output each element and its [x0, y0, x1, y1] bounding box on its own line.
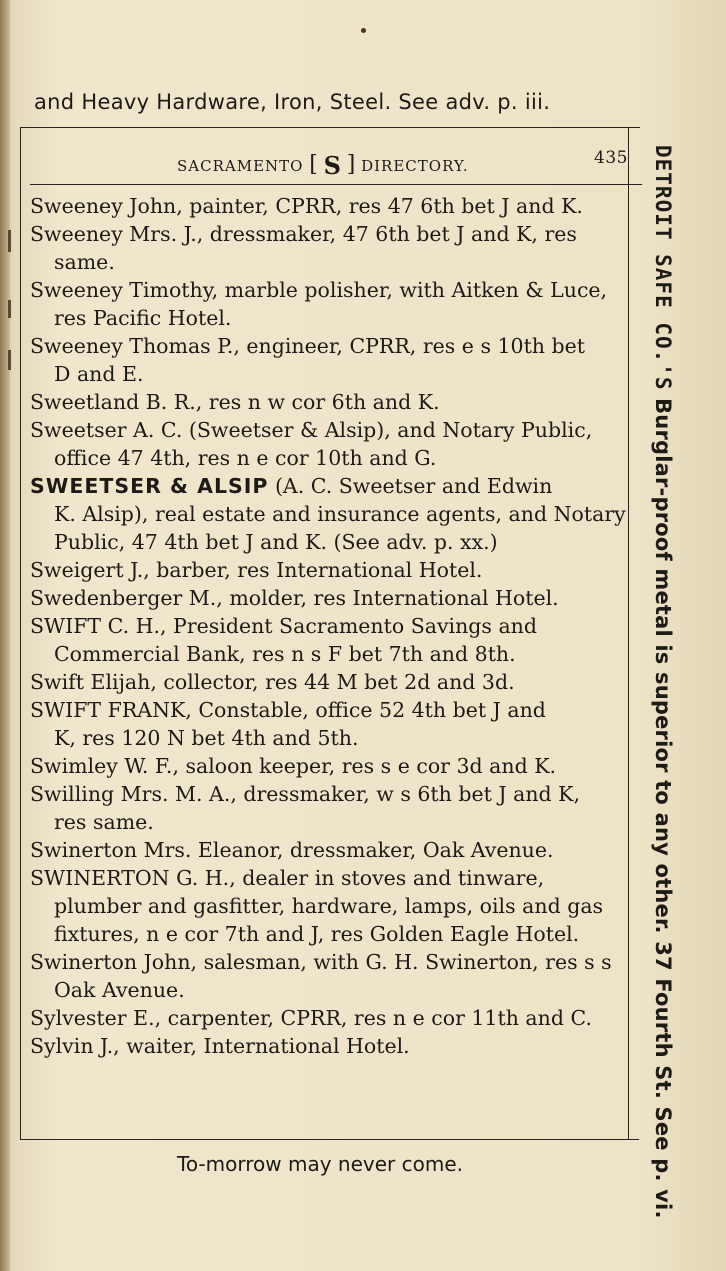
- side-advertisement-text: [638, 145, 688, 1219]
- entry-line: Sweetland B. R., res n w cor 6th and K.: [30, 390, 440, 414]
- entry-line: Commercial Bank, res n s F bet 7th and 8th.: [54, 642, 516, 666]
- footer-motto: To-morrow may never come.: [177, 1152, 463, 1176]
- entry-line: Sylvester E., carpenter, CPRR, res n e cor 11th and C.: [30, 1006, 592, 1030]
- header-city: SACRAMENTO: [177, 157, 304, 175]
- entry-line: office 47 4th, res n e cor 10th and G.: [54, 446, 437, 470]
- entry-text: (A. C. Sweetser and Edwin: [268, 474, 553, 498]
- side-advertisement: [638, 145, 688, 1219]
- entry-line: Swift Elijah, collector, res 44 M bet 2d and 3d.: [30, 670, 515, 694]
- entry-line: Swedenberger M., molder, res International Hotel.: [30, 586, 559, 610]
- entry-line: Oak Avenue.: [54, 978, 185, 1002]
- entry-line: Swimley W. F., saloon keeper, res s e cor 3d and K.: [30, 754, 557, 778]
- entry-line: Swinerton John, salesman, with G. H. Swinerton, res s s: [30, 950, 612, 974]
- entry-line: res Pacific Hotel.: [54, 306, 232, 330]
- directory-entry: [30, 612, 634, 668]
- header-bracket-close: ]: [346, 152, 356, 177]
- margin-mark: [8, 300, 11, 318]
- entry-line: Public, 47 4th bet J and K. (See adv. p. xx.): [54, 530, 498, 554]
- directory-entry: [30, 948, 634, 1004]
- page-number: 435: [594, 148, 628, 168]
- entry-line: Sweeney Thomas P., engineer, CPRR, res e s 10th bet: [30, 334, 586, 358]
- top-advertisement: and Heavy Hardware, Iron, Steel. See adv. p. iii.: [34, 90, 551, 114]
- entry-line: Sweeney Timothy, marble polisher, with Aitken & Luce,: [30, 278, 608, 302]
- entry-line: fixtures, n e cor 7th and J, res Golden Eagle Hotel.: [54, 922, 580, 946]
- header-bracket-open: [: [309, 152, 318, 177]
- directory-entry: [30, 836, 634, 864]
- directory-entry: [30, 416, 634, 472]
- directory-entry: [30, 388, 634, 416]
- directory-entry: [30, 332, 634, 388]
- entry-line: Sweetser A. C. (Sweetser & Alsip), and Notary Public,: [30, 418, 593, 442]
- directory-entries: [30, 192, 634, 1060]
- entry-line: Swilling Mrs. M. A., dressmaker, w s 6th bet J and K,: [30, 782, 581, 806]
- directory-entry: [30, 668, 634, 696]
- entry-line: Sylvin J., waiter, International Hotel.: [30, 1034, 410, 1058]
- directory-entry: [30, 864, 634, 948]
- directory-entry: [30, 696, 634, 752]
- entry-line: K. Alsip), real estate and insurance agents, and Notary: [54, 502, 626, 526]
- directory-entry: [30, 472, 634, 556]
- entry-line: Sweeney Mrs. J., dressmaker, 47 6th bet J and K, res: [30, 222, 577, 246]
- directory-entry: [30, 1032, 634, 1060]
- ink-dot: [361, 28, 366, 33]
- directory-entry: [30, 780, 634, 836]
- directory-entry: [30, 276, 634, 332]
- entry-line: Swinerton Mrs. Eleanor, dressmaker, Oak Avenue.: [30, 838, 554, 862]
- entry-line: plumber and gasfitter, hardware, lamps, oils and gas: [54, 894, 604, 918]
- entry-line: SWINERTON G. H., dealer in stoves and tinware,: [30, 866, 545, 890]
- entry-line: SWIFT FRANK, Constable, office 52 4th bet J and: [30, 698, 546, 722]
- entry-bold-name: SWEETSER & ALSIP: [30, 474, 269, 498]
- header-section-letter: S: [323, 151, 341, 180]
- entry-line: D and E.: [54, 362, 144, 386]
- side-ad-text: Burglar-proof metal is superior to any other. 37 Fourth St. See p. vi.: [651, 390, 675, 1219]
- entry-line: [30, 472, 634, 500]
- entry-line: K, res 120 N bet 4th and 5th.: [54, 726, 359, 750]
- header-directory: DIRECTORY.: [361, 157, 469, 175]
- header-title: [177, 148, 469, 180]
- frame-top-rule: [20, 127, 640, 128]
- side-ad-brand: DETROIT SAFE CO.'S: [651, 145, 675, 391]
- entry-line: same.: [54, 250, 115, 274]
- entry-line: Sweeney John, painter, CPRR, res 47 6th bet J and K.: [30, 194, 583, 218]
- directory-entry: [30, 1004, 634, 1032]
- directory-entry: [30, 220, 634, 276]
- book-spine-edge: [0, 0, 10, 1271]
- directory-entry: [30, 556, 634, 584]
- entry-line: res same.: [54, 810, 154, 834]
- entry-line: Sweigert J., barber, res International Hotel.: [30, 558, 483, 582]
- directory-entry: [30, 752, 634, 780]
- directory-entry: [30, 584, 634, 612]
- entry-line: SWIFT C. H., President Sacramento Savings and: [30, 614, 538, 638]
- running-header: [30, 146, 632, 180]
- directory-entry: [30, 192, 634, 220]
- margin-mark: [8, 350, 11, 370]
- header-rule: [30, 184, 642, 185]
- margin-mark: [8, 230, 11, 252]
